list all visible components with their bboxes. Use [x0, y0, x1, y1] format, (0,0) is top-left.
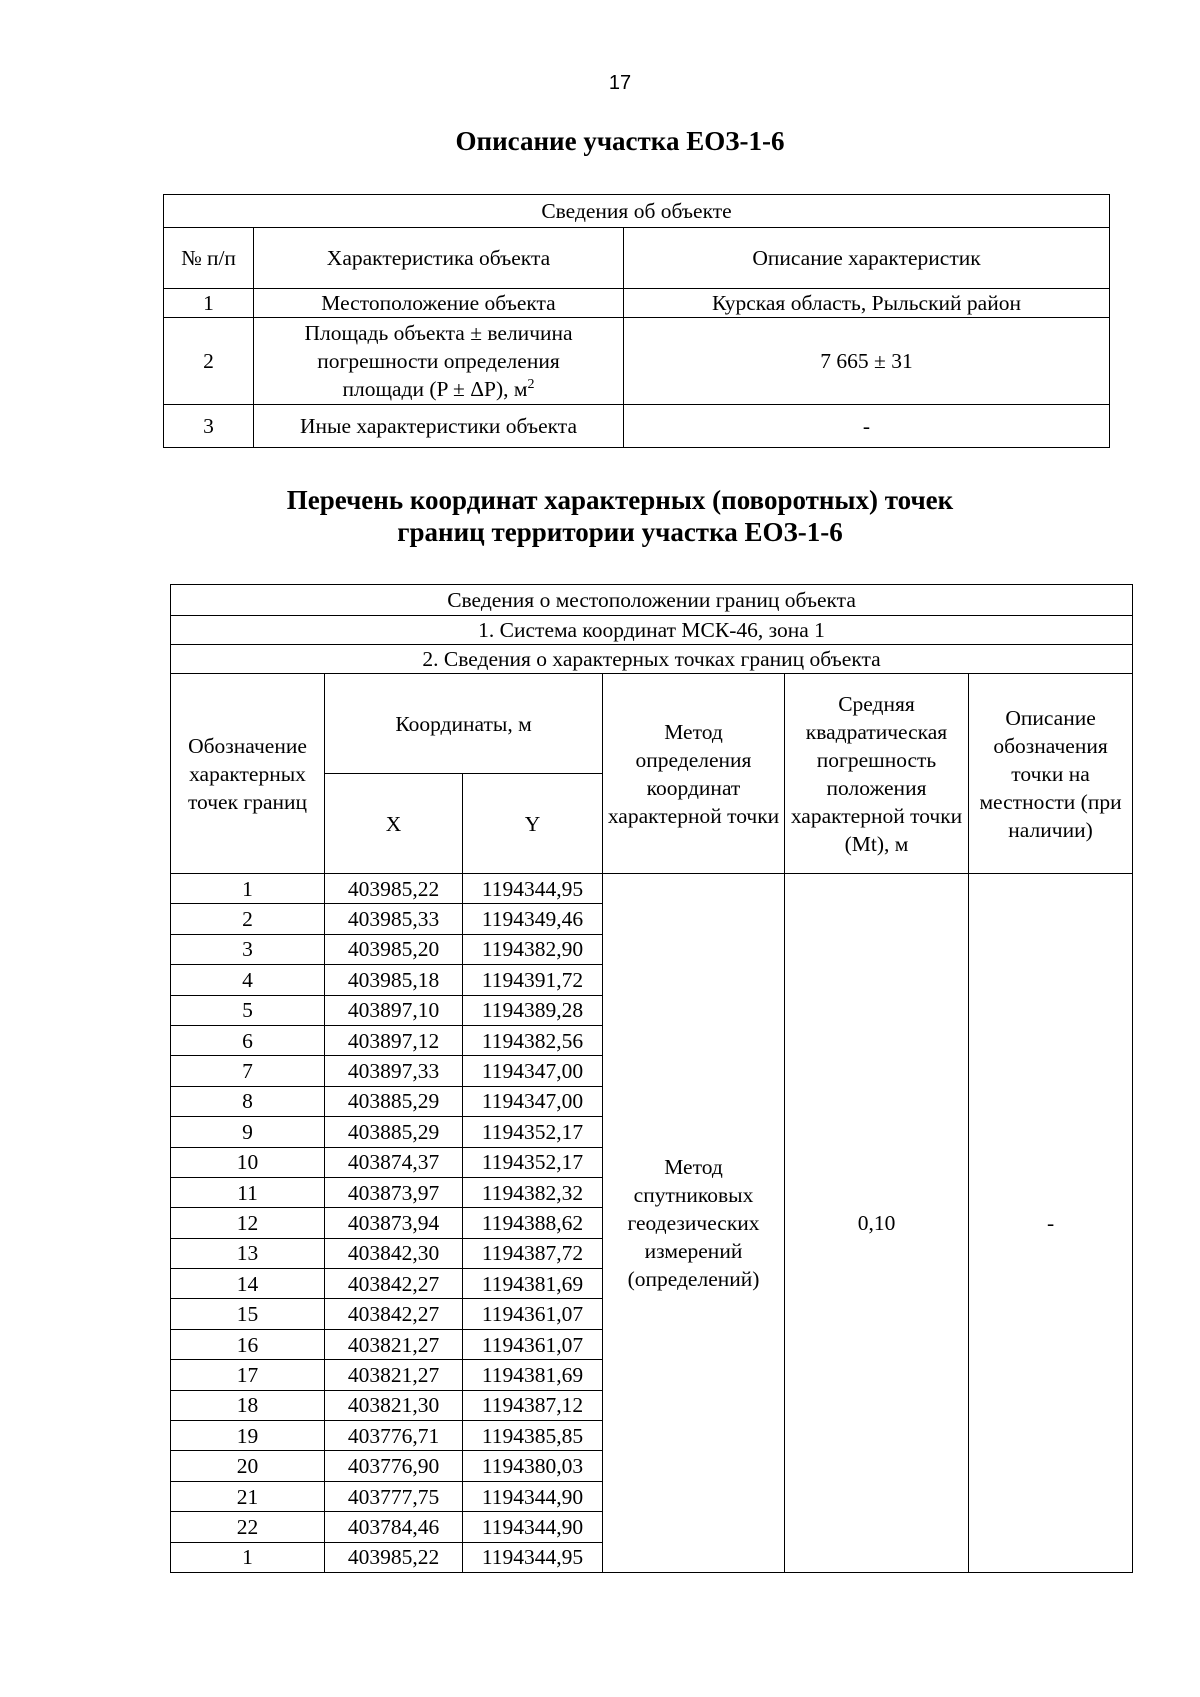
coord-x: 403777,75 — [325, 1481, 463, 1511]
coord-x: 403885,29 — [325, 1086, 463, 1116]
header-description: Описание характеристик — [624, 228, 1110, 289]
coord-y: 1194382,56 — [463, 1025, 603, 1055]
coord-y: 1194347,00 — [463, 1056, 603, 1086]
coord-y: 1194385,85 — [463, 1421, 603, 1451]
point-number: 9 — [171, 1117, 325, 1147]
row-number: 3 — [164, 405, 254, 448]
error-value: 0,10 — [785, 874, 969, 1573]
header-coordinates: Координаты, м — [325, 674, 603, 774]
method-value: Метод спутниковых геодезических измерений (определений) — [603, 874, 785, 1573]
coord-y: 1194387,12 — [463, 1390, 603, 1420]
header-x: X — [325, 774, 463, 874]
table-row — [164, 289, 1110, 318]
coord-y: 1194387,72 — [463, 1238, 603, 1268]
coord-y: 1194382,32 — [463, 1177, 603, 1207]
coord-y: 1194344,90 — [463, 1481, 603, 1511]
point-number: 16 — [171, 1329, 325, 1359]
point-number: 6 — [171, 1025, 325, 1055]
object-info-table — [163, 194, 1110, 448]
coord-y: 1194381,69 — [463, 1269, 603, 1299]
table-row — [164, 405, 1110, 448]
coord-x: 403985,18 — [325, 965, 463, 995]
coord-y: 1194380,03 — [463, 1451, 603, 1481]
coord-x: 403784,46 — [325, 1512, 463, 1542]
point-number: 1 — [171, 1542, 325, 1572]
coord-y: 1194388,62 — [463, 1208, 603, 1238]
coord-y: 1194381,69 — [463, 1360, 603, 1390]
coord-x: 403842,27 — [325, 1269, 463, 1299]
row-characteristic: Местоположение объекта — [254, 289, 624, 318]
point-number: 13 — [171, 1238, 325, 1268]
point-number: 1 — [171, 874, 325, 904]
coord-x: 403821,30 — [325, 1390, 463, 1420]
table-row — [164, 318, 1110, 405]
header-error: Средняя квадратическая погрешность положения характерной точки (Mt), м — [785, 674, 969, 874]
coord-x: 403897,10 — [325, 995, 463, 1025]
point-number: 20 — [171, 1451, 325, 1481]
point-number: 21 — [171, 1481, 325, 1511]
coord-x: 403873,97 — [325, 1177, 463, 1207]
header-point-description: Описание обозначения точки на местности (при наличии) — [969, 674, 1133, 874]
point-number: 2 — [171, 904, 325, 934]
area-line-2: погрешности определения — [317, 349, 560, 373]
coord-x: 403985,33 — [325, 904, 463, 934]
row-characteristic: Иные характеристики объекта — [254, 405, 624, 448]
point-number: 3 — [171, 934, 325, 964]
coord-y: 1194391,72 — [463, 965, 603, 995]
coord-x: 403985,22 — [325, 1542, 463, 1572]
point-number: 4 — [171, 965, 325, 995]
point-number: 5 — [171, 995, 325, 1025]
point-number: 15 — [171, 1299, 325, 1329]
coord-y: 1194347,00 — [463, 1086, 603, 1116]
coord-y: 1194352,17 — [463, 1117, 603, 1147]
title-line-2: границ территории участка ЕОЗ-1-6 — [397, 517, 843, 547]
row-description: 7 665 ± 31 — [624, 318, 1110, 405]
coord-x: 403897,12 — [325, 1025, 463, 1055]
row-description: Курская область, Рыльский район — [624, 289, 1110, 318]
point-description-value: - — [969, 874, 1133, 1573]
coord-y: 1194382,90 — [463, 934, 603, 964]
coords-caption-1: Сведения о местоположении границ объекта — [171, 585, 1133, 616]
coord-y: 1194361,07 — [463, 1329, 603, 1359]
point-number: 8 — [171, 1086, 325, 1116]
coord-x: 403776,90 — [325, 1451, 463, 1481]
point-number: 10 — [171, 1147, 325, 1177]
header-characteristic: Характеристика объекта — [254, 228, 624, 289]
coord-x: 403842,27 — [325, 1299, 463, 1329]
coord-y: 1194344,90 — [463, 1512, 603, 1542]
area-line-1: Площадь объекта ± величина — [304, 321, 573, 345]
coord-y: 1194361,07 — [463, 1299, 603, 1329]
section-title-description: Описание участка ЕОЗ-1-6 — [455, 126, 785, 156]
coord-x: 403897,33 — [325, 1056, 463, 1086]
header-y: Y — [463, 774, 603, 874]
coord-x: 403874,37 — [325, 1147, 463, 1177]
row-number: 2 — [164, 318, 254, 405]
point-number: 11 — [171, 1177, 325, 1207]
coord-x: 403842,30 — [325, 1238, 463, 1268]
coord-x: 403821,27 — [325, 1360, 463, 1390]
point-number: 7 — [171, 1056, 325, 1086]
page-number: 17 — [608, 72, 632, 94]
coord-x: 403776,71 — [325, 1421, 463, 1451]
coord-y: 1194352,17 — [463, 1147, 603, 1177]
point-number: 19 — [171, 1421, 325, 1451]
coord-y: 1194389,28 — [463, 995, 603, 1025]
coords-caption-3: 2. Сведения о характерных точках границ объекта — [171, 645, 1133, 674]
coord-y: 1194349,46 — [463, 904, 603, 934]
point-number: 12 — [171, 1208, 325, 1238]
row-description: - — [624, 405, 1110, 448]
header-method: Метод определения координат характерной точки — [603, 674, 785, 874]
coordinates-table — [170, 584, 1133, 1573]
coord-x: 403821,27 — [325, 1329, 463, 1359]
coord-x: 403985,20 — [325, 934, 463, 964]
header-designation: Обозначение характерных точек границ — [171, 674, 325, 874]
point-number: 22 — [171, 1512, 325, 1542]
coord-x: 403885,29 — [325, 1117, 463, 1147]
point-number: 17 — [171, 1360, 325, 1390]
coord-x: 403985,22 — [325, 874, 463, 904]
object-info-caption: Сведения об объекте — [164, 195, 1110, 228]
coord-y: 1194344,95 — [463, 1542, 603, 1572]
area-line-3: площади (P ± ΔP), $м^2$ — [342, 376, 535, 401]
point-number: 18 — [171, 1390, 325, 1420]
point-number: 14 — [171, 1269, 325, 1299]
table-row — [171, 874, 1133, 904]
superscript: 2 — [527, 376, 535, 392]
header-number: № п/п — [164, 228, 254, 289]
title-line-1: Перечень координат характерных (поворотных) точек — [286, 485, 954, 515]
row-number: 1 — [164, 289, 254, 318]
coord-x: 403873,94 — [325, 1208, 463, 1238]
section-title-coordinates — [0, 484, 1200, 548]
row-characteristic — [254, 318, 624, 405]
coord-y: 1194344,95 — [463, 874, 603, 904]
coords-caption-2: 1. Система координат МСК-46, зона 1 — [171, 616, 1133, 645]
